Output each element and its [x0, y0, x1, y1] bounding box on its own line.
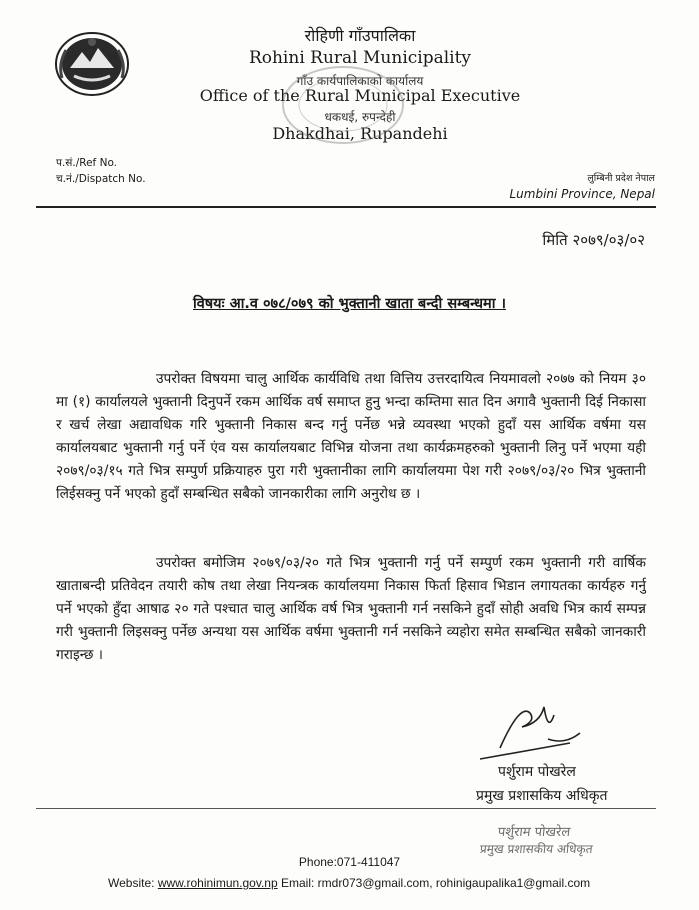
footer-phone: Phone:071-411047 — [298, 855, 401, 869]
province-english: Lumbini Province, Nepal — [509, 187, 655, 201]
designation-stamp: प्रमुख प्रशासकीय अधिकृत — [479, 842, 594, 856]
handwritten-signature — [470, 693, 590, 763]
website-link[interactable]: www.rohinimun.gov.np — [157, 876, 278, 890]
subject-text: विषयः आ.व ०७८/०७९ को भुक्तानी खाता बन्दी सम्बन्धमा । — [192, 296, 507, 312]
website-label: Website: — [108, 876, 155, 890]
footer-divider — [36, 808, 656, 809]
letter-date: मिति २०७९/०३/०२ — [542, 231, 645, 249]
footer-contact — [108, 876, 590, 890]
office-round-stamp — [268, 60, 418, 150]
signatory-designation: प्रमुख प्रशासकिय अधिकृत — [476, 788, 608, 804]
body-paragraph-2 — [56, 552, 646, 667]
name-stamp: पर्शुराम पोखरेल — [497, 825, 571, 840]
executive-office-english: Office of the Rural Municipal Executive — [199, 86, 521, 105]
nepal-emblem-logo — [52, 28, 132, 98]
letter-subject — [0, 293, 699, 313]
office-name-nepali: रोहिणी गाँउपालिका — [304, 26, 416, 45]
body-paragraph-1 — [56, 368, 646, 506]
place-nepali: धकधई, रुपन्देही — [324, 110, 396, 124]
place-english: Dhakdhai, Rupandehi — [272, 124, 448, 143]
dispatch-number-label: च.नं./Dispatch No. — [56, 173, 146, 185]
footer-email: Email: rmdr073@gmail.com, rohinigaupalika1@gmail.com — [281, 876, 591, 890]
paragraph-2-text: उपरोक्त बमोजिम २०७९/०३/२० गते भित्र भुक्तानी गर्नु पर्ने सम्पुर्ण रकम भुक्तानी गरी वार्षिक खाताबन्दी प्रतिवेदन तयारी कोष तथा लेखा नियन्त्रक कार्यालयमा निकास फिर्ता हिसाव भिडान लगायतका कार्यहरु गर्नु पर्ने भएको हुँदा आषाढ २० गते पश्चात चालु आर्थिक वर्ष भित्र भुक्तानी गर्न नसकिने हुदाँ सोही अवधि भित्र कार्य सम्पन्न गरी भुक्तानी लिइसक्नु पर्नेछ अन्यथा यस आर्थिक वर्षमा भुक्तानी गर्न नसकिने व्यहोरा समेत सम्बन्धित सबैको जानकारी गराइन्छ । — [56, 555, 646, 663]
office-name-english: Rohini Rural Municipality — [248, 48, 472, 68]
signatory-name: पर्शुराम पोखरेल — [498, 764, 576, 780]
header-divider — [36, 206, 656, 208]
province-nepali: लुम्बिनी प्रदेश नेपाल — [587, 173, 655, 184]
paragraph-1-text: उपरोक्त विषयमा चालु आर्थिक कार्यविधि तथा वित्तिय उत्तरदायित्व नियमावलो २०७७ को नियम ३० मा (१) कार्यालयले भुक्तानी दिनुपर्ने रकम आर्थिक वर्ष समाप्त हुनु भन्दा कम्तिमा सात दिन अगावै भुक्तानी दिई निकासा र खर्च लेखा अद्यावधिक गरि भुक्तानी निकास बन्द गर्नु पर्नेछ भन्ने व्यवस्था भएको हुदाँ यस आर्थिक वर्षमा यस कार्यालयबाट भुक्तानी गर्नु पर्ने एंव यस कार्यालयबाट विभिन्न योजना तथा कार्यक्रमहरुको भुक्तानी लिनु पर्ने भएमा यही २०७९/०३/१५ गते भित्र सम्पुर्ण प्रक्रियाहरु पुरा गरी भुक्तानीका लागि कार्यालयमा पेश गरी २०७९/०३/२० भित्र भुक्तानी लिईसक्नु पर्ने भएको हुदाँ सम्बन्धित सबैको जानकारीका लागि अनुरोध छ । — [56, 371, 646, 502]
ref-number-label: प.सं./Ref No. — [56, 157, 118, 169]
executive-office-nepali: गाँउ कार्यपालिकाको कार्यालय — [296, 74, 424, 88]
